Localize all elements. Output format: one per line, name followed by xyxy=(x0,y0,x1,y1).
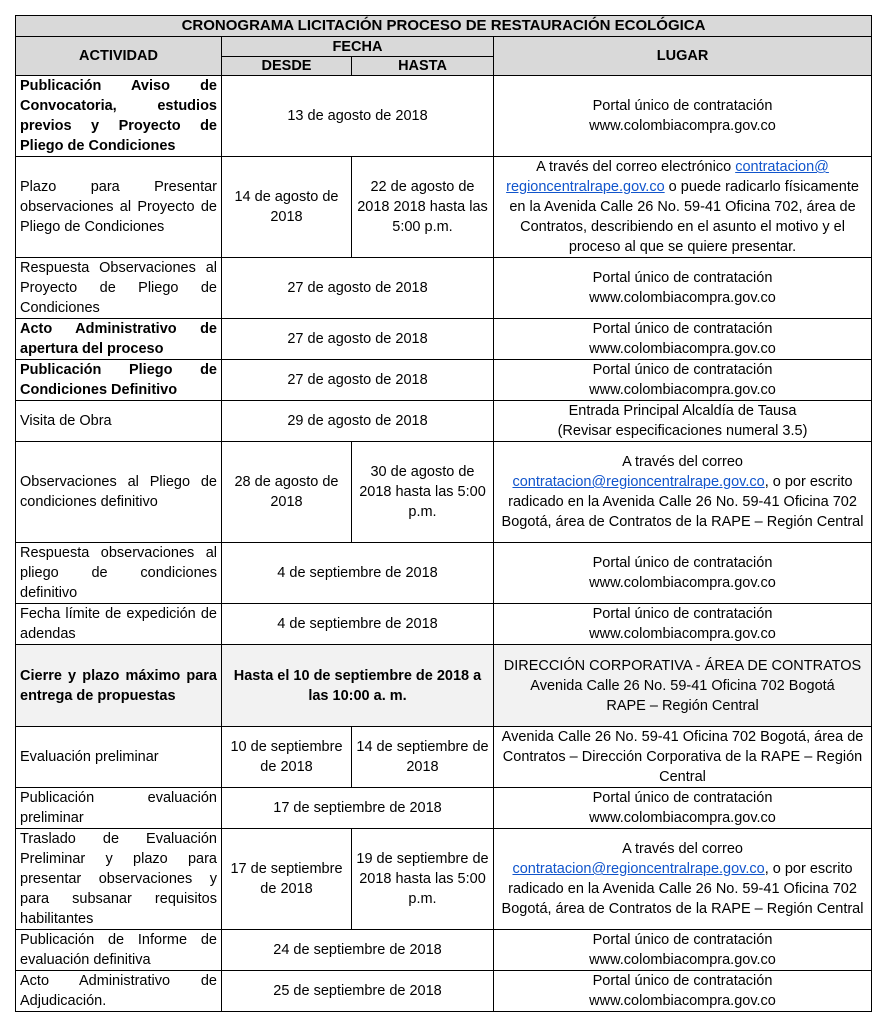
place-text: A través del correo xyxy=(622,841,743,857)
place-line: Portal único de contratación xyxy=(592,932,773,948)
place-cell xyxy=(494,76,872,157)
date-cell: 29 de agosto de 2018 xyxy=(222,401,494,442)
date-to-cell: 22 de agosto de 2018 2018 hasta las 5:00 p.m. xyxy=(352,157,494,258)
date-cell: 4 de septiembre de 2018 xyxy=(222,604,494,645)
activity-cell: Visita de Obra xyxy=(16,401,222,442)
place-text: A través del correo xyxy=(622,454,743,470)
table-title: CRONOGRAMA LICITACIÓN PROCESO DE RESTAURACIÓN ECOLÓGICA xyxy=(16,16,872,37)
place-line: (Revisar especificaciones numeral 3.5) xyxy=(557,423,808,439)
place-cell xyxy=(494,930,872,971)
table-row xyxy=(16,971,872,1012)
header-fecha: FECHA xyxy=(222,37,494,57)
table-row xyxy=(16,727,872,788)
date-from-cell: 14 de agosto de 2018 xyxy=(222,157,352,258)
schedule-document xyxy=(15,15,871,1012)
activity-cell: Observaciones al Pliego de condiciones definitivo xyxy=(16,442,222,543)
place-line: Portal único de contratación xyxy=(592,606,773,622)
place-cell xyxy=(494,645,872,727)
place-cell: Avenida Calle 26 No. 59-41 Oficina 702 Bogotá, área de Contratos – Dirección Corporativa de la RAPE – Región Central xyxy=(494,727,872,788)
place-line: Avenida Calle 26 No. 59-41 Oficina 702 Bogotá xyxy=(530,677,835,694)
place-line: Entrada Principal Alcaldía de Tausa xyxy=(568,403,797,419)
activity-cell: Acto Administrativo de apertura del proceso xyxy=(16,319,222,360)
activity-cell: Acto Administrativo de Adjudicación. xyxy=(16,971,222,1012)
date-cell: 27 de agosto de 2018 xyxy=(222,319,494,360)
table-row xyxy=(16,645,872,727)
date-from-cell: 17 de septiembre de 2018 xyxy=(222,829,352,930)
date-cell: 27 de agosto de 2018 xyxy=(222,258,494,319)
place-line: Portal único de contratación xyxy=(592,98,773,114)
place-cell xyxy=(494,157,872,258)
place-line: DIRECCIÓN CORPORATIVA - ÁREA DE CONTRATOS xyxy=(503,657,862,674)
activity-cell: Traslado de Evaluación Preliminar y plazo para presentar observaciones y para subsanar requisitos habilitantes xyxy=(16,829,222,930)
table-row xyxy=(16,319,872,360)
place-line: www.colombiacompra.gov.co xyxy=(589,382,776,398)
email-link[interactable]: contratacion@regioncentralrape.gov.co xyxy=(512,861,765,877)
table-row xyxy=(16,258,872,319)
place-line: www.colombiacompra.gov.co xyxy=(589,952,776,968)
date-to-cell: 19 de septiembre de 2018 hasta las 5:00 p.m. xyxy=(352,829,494,930)
activity-cell: Publicación de Informe de evaluación definitiva xyxy=(16,930,222,971)
place-cell xyxy=(494,829,872,930)
table-row xyxy=(16,442,872,543)
place-line: www.colombiacompra.gov.co xyxy=(589,575,776,591)
activity-cell: Cierre y plazo máximo para entrega de propuestas xyxy=(16,645,222,727)
table-row xyxy=(16,604,872,645)
date-to-cell: 14 de septiembre de 2018 xyxy=(352,727,494,788)
table-row xyxy=(16,401,872,442)
table-row xyxy=(16,829,872,930)
place-line: Portal único de contratación xyxy=(592,790,773,806)
activity-cell: Respuesta Observaciones al Proyecto de Pliego de Condiciones xyxy=(16,258,222,319)
place-line: www.colombiacompra.gov.co xyxy=(589,341,776,357)
date-from-cell: 10 de septiembre de 2018 xyxy=(222,727,352,788)
place-cell xyxy=(494,971,872,1012)
activity-cell: Evaluación preliminar xyxy=(16,727,222,788)
table-row xyxy=(16,930,872,971)
place-line: www.colombiacompra.gov.co xyxy=(589,810,776,826)
activity-cell: Plazo para Presentar observaciones al Proyecto de Pliego de Condiciones xyxy=(16,157,222,258)
date-cell: 13 de agosto de 2018 xyxy=(222,76,494,157)
date-cell: 25 de septiembre de 2018 xyxy=(222,971,494,1012)
place-cell xyxy=(494,604,872,645)
date-from-cell: 28 de agosto de 2018 xyxy=(222,442,352,543)
place-line: Portal único de contratación xyxy=(592,555,773,571)
place-line: RAPE – Región Central xyxy=(606,697,759,714)
date-cell: 17 de septiembre de 2018 xyxy=(222,788,494,829)
table-row xyxy=(16,543,872,604)
place-cell xyxy=(494,319,872,360)
place-cell xyxy=(494,401,872,442)
activity-cell: Fecha límite de expedición de adendas xyxy=(16,604,222,645)
place-cell xyxy=(494,258,872,319)
activity-cell: Publicación Aviso de Convocatoria, estudios previos y Proyecto de Pliego de Condiciones xyxy=(16,76,222,157)
date-cell: 4 de septiembre de 2018 xyxy=(222,543,494,604)
date-cell: Hasta el 10 de septiembre de 2018 a las 10:00 a. m. xyxy=(222,645,494,727)
table-row xyxy=(16,360,872,401)
place-line: www.colombiacompra.gov.co xyxy=(589,993,776,1009)
activity-cell: Respuesta observaciones al pliego de condiciones definitivo xyxy=(16,543,222,604)
place-line: Portal único de contratación xyxy=(592,270,773,286)
place-cell xyxy=(494,543,872,604)
header-hasta: HASTA xyxy=(352,57,494,76)
header-actividad: ACTIVIDAD xyxy=(16,37,222,76)
place-text: , o por escrito radicado en la Avenida Calle 26 No. 59-41 Oficina 702 Bogotá, área de Contratos de la RAPE – Región Central xyxy=(501,474,864,530)
place-text: , o por escrito radicado en la Avenida Calle 26 No. 59-41 Oficina 702 Bogotá, área de Contratos de la RAPE – Región Central xyxy=(501,861,864,917)
place-line: Portal único de contratación xyxy=(592,973,773,989)
place-text: A través del correo electrónico xyxy=(536,159,736,175)
place-cell xyxy=(494,788,872,829)
date-cell: 24 de septiembre de 2018 xyxy=(222,930,494,971)
table-row xyxy=(16,788,872,829)
place-cell xyxy=(494,360,872,401)
place-line: Portal único de contratación xyxy=(592,321,773,337)
place-cell xyxy=(494,442,872,543)
place-line: Portal único de contratación xyxy=(592,362,773,378)
table-row xyxy=(16,76,872,157)
email-link[interactable]: contratacion@regioncentralrape.gov.co xyxy=(512,474,765,490)
place-line: www.colombiacompra.gov.co xyxy=(589,290,776,306)
activity-cell: Publicación Pliego de Condiciones Definitivo xyxy=(16,360,222,401)
activity-cell: Publicación evaluación preliminar xyxy=(16,788,222,829)
place-line: www.colombiacompra.gov.co xyxy=(589,118,776,134)
header-lugar: LUGAR xyxy=(494,37,872,76)
date-cell: 27 de agosto de 2018 xyxy=(222,360,494,401)
place-line: www.colombiacompra.gov.co xyxy=(589,626,776,642)
email-link[interactable]: contratacion@ regioncentralrape.gov.co xyxy=(506,159,829,195)
date-to-cell: 30 de agosto de 2018 hasta las 5:00 p.m. xyxy=(352,442,494,543)
table-row xyxy=(16,157,872,258)
header-desde: DESDE xyxy=(222,57,352,76)
schedule-table xyxy=(15,15,872,1012)
place-text: o puede radicarlo físicamente en la Avenida Calle 26 No. 59-41 Oficina 702, área de Contratos, describiendo en el asunto el motivo y el proceso al que se quiere presentar. xyxy=(509,179,859,255)
